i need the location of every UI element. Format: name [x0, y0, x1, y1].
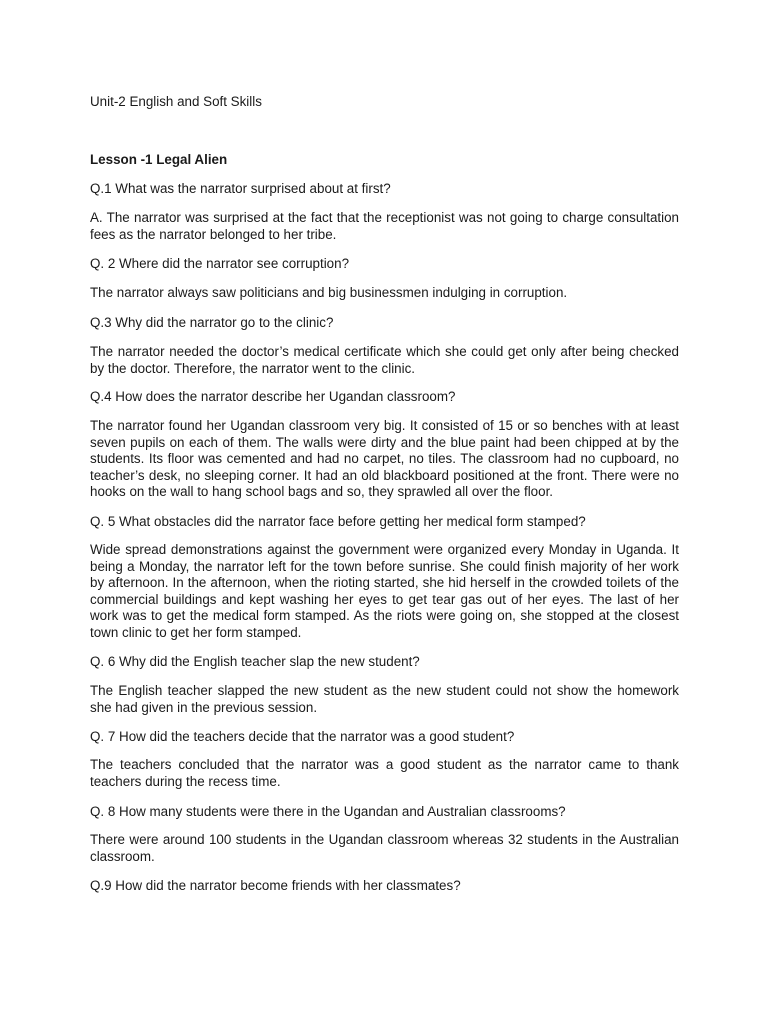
answer-8: There were around 100 students in the Ugandan classroom whereas 32 students in the Australian classroom. [90, 832, 679, 864]
question-2: Q. 2 Where did the narrator see corruption? [90, 256, 350, 271]
question-8: Q. 8 How many students were there in the Ugandan and Australian classrooms? [90, 804, 566, 819]
question-4: Q.4 How does the narrator describe her Ugandan classroom? [90, 389, 456, 404]
answer-1: A. The narrator was surprised at the fact that the receptionist was not going to charge consultation fees as the narrator belonged to her tribe. [90, 210, 679, 242]
question-3: Q.3 Why did the narrator go to the clinic? [90, 315, 334, 330]
answer-3: The narrator needed the doctor’s medical certificate which she could get only after being checked by the doctor. Therefore, the narrator went to the clinic. [90, 344, 679, 376]
question-6: Q. 6 Why did the English teacher slap the new student? [90, 654, 420, 669]
question-7: Q. 7 How did the teachers decide that the narrator was a good student? [90, 729, 515, 744]
answer-4: The narrator found her Ugandan classroom very big. It consisted of 15 or so benches with at least seven pupils on each of them. The walls were dirty and the blue paint had been chipped at by the students. Its floor was cemented and had no carpet, no tiles. The classroom had no cupboard, no teacher’s desk, no sleeping corner. It had an old blackboard positioned at the front. There were no hooks on the wall to hang school bags and so, they sprawled all over the floor. [90, 418, 679, 500]
answer-2: The narrator always saw politicians and big businessmen indulging in corruption. [90, 285, 568, 300]
unit-title: Unit-2 English and Soft Skills [90, 94, 262, 109]
question-1: Q.1 What was the narrator surprised about at first? [90, 181, 391, 196]
answer-6: The English teacher slapped the new student as the new student could not show the homework she had given in the previous session. [90, 683, 679, 715]
lesson-title: Lesson -1 Legal Alien [90, 152, 228, 167]
answer-7: The teachers concluded that the narrator was a good student as the narrator came to thank teachers during the recess time. [90, 757, 679, 789]
question-9: Q.9 How did the narrator become friends with her classmates? [90, 878, 461, 893]
question-5: Q. 5 What obstacles did the narrator face before getting her medical form stamped? [90, 514, 586, 529]
answer-5: Wide spread demonstrations against the government were organized every Monday in Uganda. It being a Monday, the narrator left for the town before sunrise. She could finish majority of her work by afternoon. In the afternoon, when the rioting started, she hid herself in the crowded toilets of the commercial buildings and kept washing her eyes to get tear gas out of her eyes. The last of her work was to get the medical form stamped. As the riots were going on, she stopped at the closest town clinic to get her form stamped. [90, 542, 679, 640]
